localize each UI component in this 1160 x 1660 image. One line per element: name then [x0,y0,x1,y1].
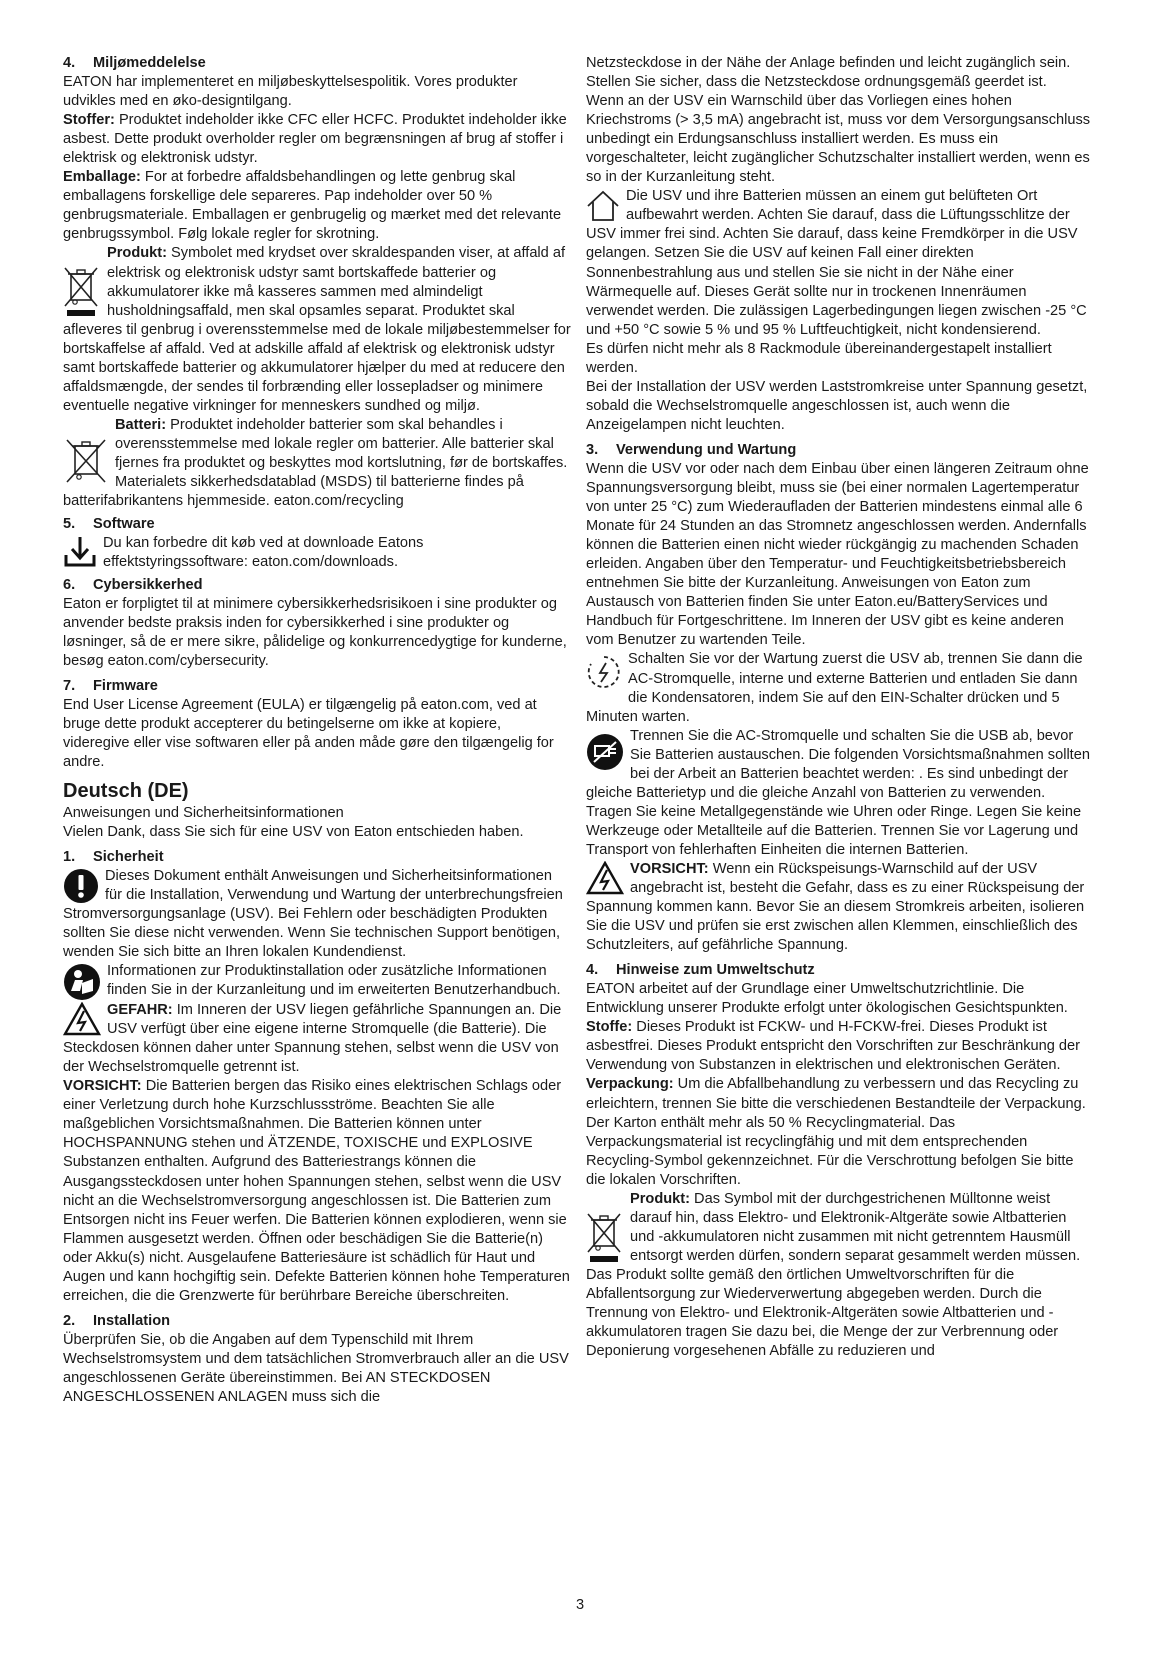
paragraph-installation-cont-2: Wenn an der USV ein Warnschild über das Vorliegen eines hohen Kriechstroms (> 3,5 mA) angebracht ist, muss vor dem Versorgungsanschluss unbedingt ein Erdungsanschluss installiert werden. Es muss ein vorgeschalteter, leicht zugänglicher Schutzschalter installiert werden, wenn es so in der Kurzanleitung steht. [586,93,1091,186]
exclamation-icon [63,868,99,904]
paragraph-firmware: End User License Agreement (EULA) er tilgængelig på eaton.com, ved at bruge dette produkt accepterer du betingelserne om ikke at kopiere, videregive eller vise softwaren eller på anden måde gøre den tilgængelig for andre. [63,696,554,770]
paragraph-umwelt-intro: EATON arbeitet auf der Grundlage einer Umweltschutzrichtlinie. Die Entwicklung unserer Produkte erfolgt unter ökologischen Gesichtspunkten. [586,981,1068,1017]
disconnect-battery-icon [586,733,624,771]
paragraph-indoor: Die USV und ihre Batterien müssen an einem gut belüfteten Ort aufbewahrt werden. Achten Sie darauf, dass die Lüftungsschlitze der USV immer frei sind. Achten Sie darauf, dass keine Fremdkörper in die USV gelangen. Setzen Sie die USV auf keinen Fall einer direkten Sonnenbestrahlung aus und stellen Sie sie nicht in der Nähe einer Wärmequelle auf. Dieses Gerät sollte nur in trockenen Innenräumen verwendet werden. Die zulässigen Lagerbedingungen liegen zwischen -25 °C und +50 °C sowie 5 % und 95 % Luftfeuchtigkeit, nicht kondensierend. [586,188,1087,338]
right-column [586,54,1094,1361]
paragraph-sicherheit-2: Informationen zur Produktinstallation oder zusätzliche Informationen finden Sie in der Kurzanleitung und im erweiterten Benutzerhandbuch. [63,962,571,1000]
high-voltage-warning-icon [63,1002,101,1036]
left-column [63,54,571,1407]
section-heading-miljo: 4. Miljømeddelelse [63,55,206,71]
paragraph-produkt-de: Produkt: Das Symbol mit der durchgestrichenen Mülltonne weist darauf hin, dass Elektro- und Elektronik-Altgeräte sowie Altbatterien und -akkumulatoren nicht zusammen mit nicht getrenntem Hausmüll entsorgt werden dürfen, sondern separat gesammelt werden müssen. Das Produkt sollte gemäß den örtlichen Umweltvorschriften für die Abfallentsorgung zur Wiederverwertung abgegeben werden. Durch die Trennung von Elektro- und Elektronik-Altgeräten sowie Altbatterien und -akkumulatoren tragen Sie dazu bei, die Menge der zur Verbrennung oder Deponierung vorgesehenen Abfälle zu reduzieren und [586,1190,1081,1360]
section-heading-umweltschutz: 4. Hinweise zum Umweltschutz [586,962,815,979]
section-heading-installation: 2. Installation [63,1312,171,1329]
section-heading-wartung: 3. Verwendung und Wartung [586,441,797,458]
crossed-bin-icon [63,264,101,318]
download-icon [63,535,97,569]
paragraph-stoffer: Stoffer: Produktet indeholder ikke CFC eller HCFC. Produktet indeholder ikke asbest. Dette produkt overholder regler om begrænsningen af brug af stoffer i elektrisk og elektronisk udstyr. [63,112,567,167]
paragraph-wartung-2: Schalten Sie vor der Wartung zuerst die USV ab, trennen Sie dann die AC-Stromquelle, interne und externe Batterien und entladen Sie dann die Kondensatoren, indem Sie auf den EIN-Schalter drücken und 5 Minuten warten. [586,651,1083,725]
paragraph-rack: Es dürfen nicht mehr als 8 Rackmodule übereinandergestapelt installiert werden. [586,340,1052,376]
paragraph-gefahr: GEFAHR: Im Inneren der USV liegen gefährliche Spannungen an. Die USV verfügt über eine eigene interne Stromquelle (die Batterie). Die Steckdosen können daher unter Spannung stehen, selbst wenn die USV von der Wechselstromquelle getrennt ist. [63,1002,562,1076]
section-heading-sicherheit: 1. Sicherheit [63,848,164,865]
paragraph-batteri: Batteri: Produktet indeholder batterier som skal behandles i overensstemmelse med lokale regler om batterier. Alle batterier skal fjernes fra produktet og beskyttes mod kortslutning, før de bortskaffes. Materialets sikkerhedsdatablad (MSDS) til batterierne findes på batterifabrikantens hjemmeside. eaton.com/recycling [63,416,568,510]
paragraph-produkt-da: Produkt: Symbolet med krydset over skraldespanden viser, at affald af elektrisk og elektronisk udstyr samt bortskaffede batterier og akkumulatorer ikke må kasseres sammen med almindeligt husholdningsaffald, men skal opsamles separat. Produktet skal afleveres til genbrug i overensstemmelse med de lokale miljøbestemmelser for bortskaffelse af affald. Ved at adskille affald af elektrisk og elektronisk udstyr samt bortskaffede batterier og akkumulatorer hjælper du med at reducere den affaldsmængde, der sendes til forbrænding eller lossepladser og minimere eventuelle negative virkninger for menneskers sundhed og miljø. [63,245,571,414]
language-heading-deutsch: Deutsch (DE) [63,779,189,802]
paragraph-load: Bei der Installation der USV werden Laststromkreise unter Spannung gesetzt, sobald die Wechselstromquelle angeschlossen ist, auch wenn die Anzeigelampen nicht leuchten. [586,378,1088,433]
wait-discharge-icon [586,654,622,690]
paragraph-emballage: Emballage: For at forbedre affaldsbehandlingen og lette genbrug skal emballagens forskellige dele separeres. Pap indeholder over 50 % genbrugsmateriale. Emballagen er genbrugelig og mærket med det relevante genbrugssymbol. Følg lokale regler for skrotning. [63,169,562,243]
paragraph-sicherheit-1: Dieses Dokument enthält Anweisungen und Sicherheitsinformationen für die Installation, Verwendung und Wartung der unterbrechungsfreien Stromversorgungsanlage (USV). Bei Fehlern oder beschädigten Produkten sollten Sie diese nicht verwenden. Wenn Sie technischen Support benötigen, wenden Sie sich bitte an Ihren lokalen Kundendienst. [63,867,563,961]
read-manual-icon [63,963,101,1001]
paragraph-vorsicht-2: VORSICHT: Wenn ein Rückspeisungs-Warnschild auf der USV angebracht ist, besteht die Gefahr, dass es zu einer Rückspeisung der Spannung kommen kann. Bevor Sie an diesem Stromkreis arbeiten, isolieren Sie die USV und prüfen sie erst zwischen allen Klemmen, einschließlich des Schutzleiters, auf gefährliche Spannung. [586,860,1085,954]
paragraph-cyber: Eaton er forpligtet til at minimere cybersikkerhedsrisikoen i sine produkter og anvender bedste praksis inden for cybersikkerhed i sine produkter og løsninger, så de er mere sikre, pålidelige og konkurrencedygtige for kunderne, besøg eaton.com/cybersecurity. [63,596,567,670]
section-heading-software: 5. Software [63,516,155,533]
high-voltage-warning-icon [586,861,624,895]
paragraph-thanks-de: Vielen Dank, dass Sie sich für eine USV von Eaton entschieden haben. [63,823,524,840]
paragraph-vorsicht-1: VORSICHT: Die Batterien bergen das Risiko eines elektrischen Schlags oder einer Verletzung durch hohe Kurzschlussströme. Beachten Sie alle maßgeblichen Vorsichtsmaßnahmen. Die Batterien können unter HOCHSPANNUNG stehen und ÄTZENDE, TOXISCHE und EXPLOSIVE Substanzen enthalten. Aufgrund des Batteriestrangs können die Ausgangssteckdosen unter hohen Spannungen stehen, selbst wenn die USV nicht an die Wechselstromversorgung angeschlossen ist. Die Batterien zum Entsorgen nicht ins Feuer werfen. Die Batterien können explodieren, wenn sie Flammen ausgesetzt werden. Öffnen oder beschädigen Sie die Batterie(n) oder Akku(s) nicht. Ausgelaufene Batteriesäure ist schädlich für Haut und Augen und kann hochgiftig sein. Defekte Batterien können hohe Temperaturen erreichen, die die Grenzwerte für berührbare Bereiche überschreiten. [63,1078,570,1304]
paragraph-software: Du kan forbedre dit køb ved at downloade Eatons effektstyringssoftware: eaton.com/downloads. [63,534,571,572]
crossed-bin-battery-icon [63,436,109,486]
indoor-house-icon [586,189,620,223]
page-number: 3 [575,1597,585,1613]
paragraph-wartung-3: Trennen Sie die AC-Stromquelle und schalten Sie die USB ab, bevor Sie Batterien austauschen. Die folgenden Vorsichtsmaßnahmen sollten bei der Arbeit an Batterien beachtet werden: . Es sind unbedingt der gleiche Batterietyp und die gleiche Anzahl von Batterien zu verwenden. Tragen Sie keine Metallgegenstände wie Uhren oder Ringe. Legen Sie keine Werkzeuge oder Metallteile auf die Batterien. Trennen Sie vor Lagerung und Transport von fehlerhaften Einheiten die internen Batterien. [586,727,1090,858]
crossed-bin-icon [586,1210,624,1264]
paragraph-wartung-1: Wenn die USV vor oder nach dem Einbau über einen längeren Zeitraum ohne Spannungsversorgung bleibt, muss sie (bei einer normalen Lagertemperatur von unter 25 °C) zum Wiederaufladen der Batterien mindestens einmal alle 6 Monate für 24 Stunden an das Stromnetz angeschlossen werden. Andernfalls können die Batterien einen nicht wieder rückgängig zu machenden Schaden erleiden. Angaben über den Temperatur- und Feuchtigkeitsbetriebsbereich entnehmen Sie bitte der Kurzanleitung. Anweisungen von Eaton zum Austausch von Batterien finden Sie unter Eaton.eu/BatteryServices und Handbuch für Fortgeschrittene. Im Inneren der USV gibt es keine anderen vom Benutzer zu wartenden Teile. [586,460,1089,649]
paragraph-stoffe: Stoffe: Dieses Produkt ist FCKW- und H-FCKW-frei. Dieses Produkt ist asbestfrei. Dieses Produkt entspricht den Vorschriften zur Beschränkung der Verwendung von Substanzen in elektrischen und elektronischen Geräten. [586,1019,1081,1074]
section-heading-cyber: 6. Cybersikkerhed [63,577,203,594]
paragraph-installation-cont-1: Netzsteckdose in der Nähe der Anlage befinden und leicht zugänglich sein. Stellen Sie sicher, dass die Netzsteckdose ordnungsgemäß geerdet ist. [586,55,1071,91]
paragraph-verpackung: Verpackung: Um die Abfallbehandlung zu verbessern und das Recycling zu erleichtern, trennen Sie bitte die verschiedenen Bestandteile der Verpackung. Der Karton enthält mehr als 50 % Recyclingmaterial. Das Verpackungsmaterial ist recyclingfähig und mit dem entsprechenden Recycling-Symbol gekennzeichnet. Für die Verschrottung befolgen Sie bitte die lokalen Vorschriften. [586,1076,1086,1188]
paragraph-miljo-intro: EATON har implementeret en miljøbeskyttelsespolitik. Vores produkter udvikles med en øko-designtilgang. [63,74,518,110]
section-heading-firmware: 7. Firmware [63,677,158,694]
paragraph-installation: Überprüfen Sie, ob die Angaben auf dem Typenschild mit Ihrem Wechselstromsystem und dem tatsächlichen Stromverbrauch aller an die USV angeschlossenen Geräte übereinstimmen. Bei AN STECKDOSEN ANGESCHLOSSENEN ANLAGEN muss sich die [63,1331,569,1406]
paragraph-subtitle-de: Anweisungen und Sicherheitsinformationen [63,804,344,821]
